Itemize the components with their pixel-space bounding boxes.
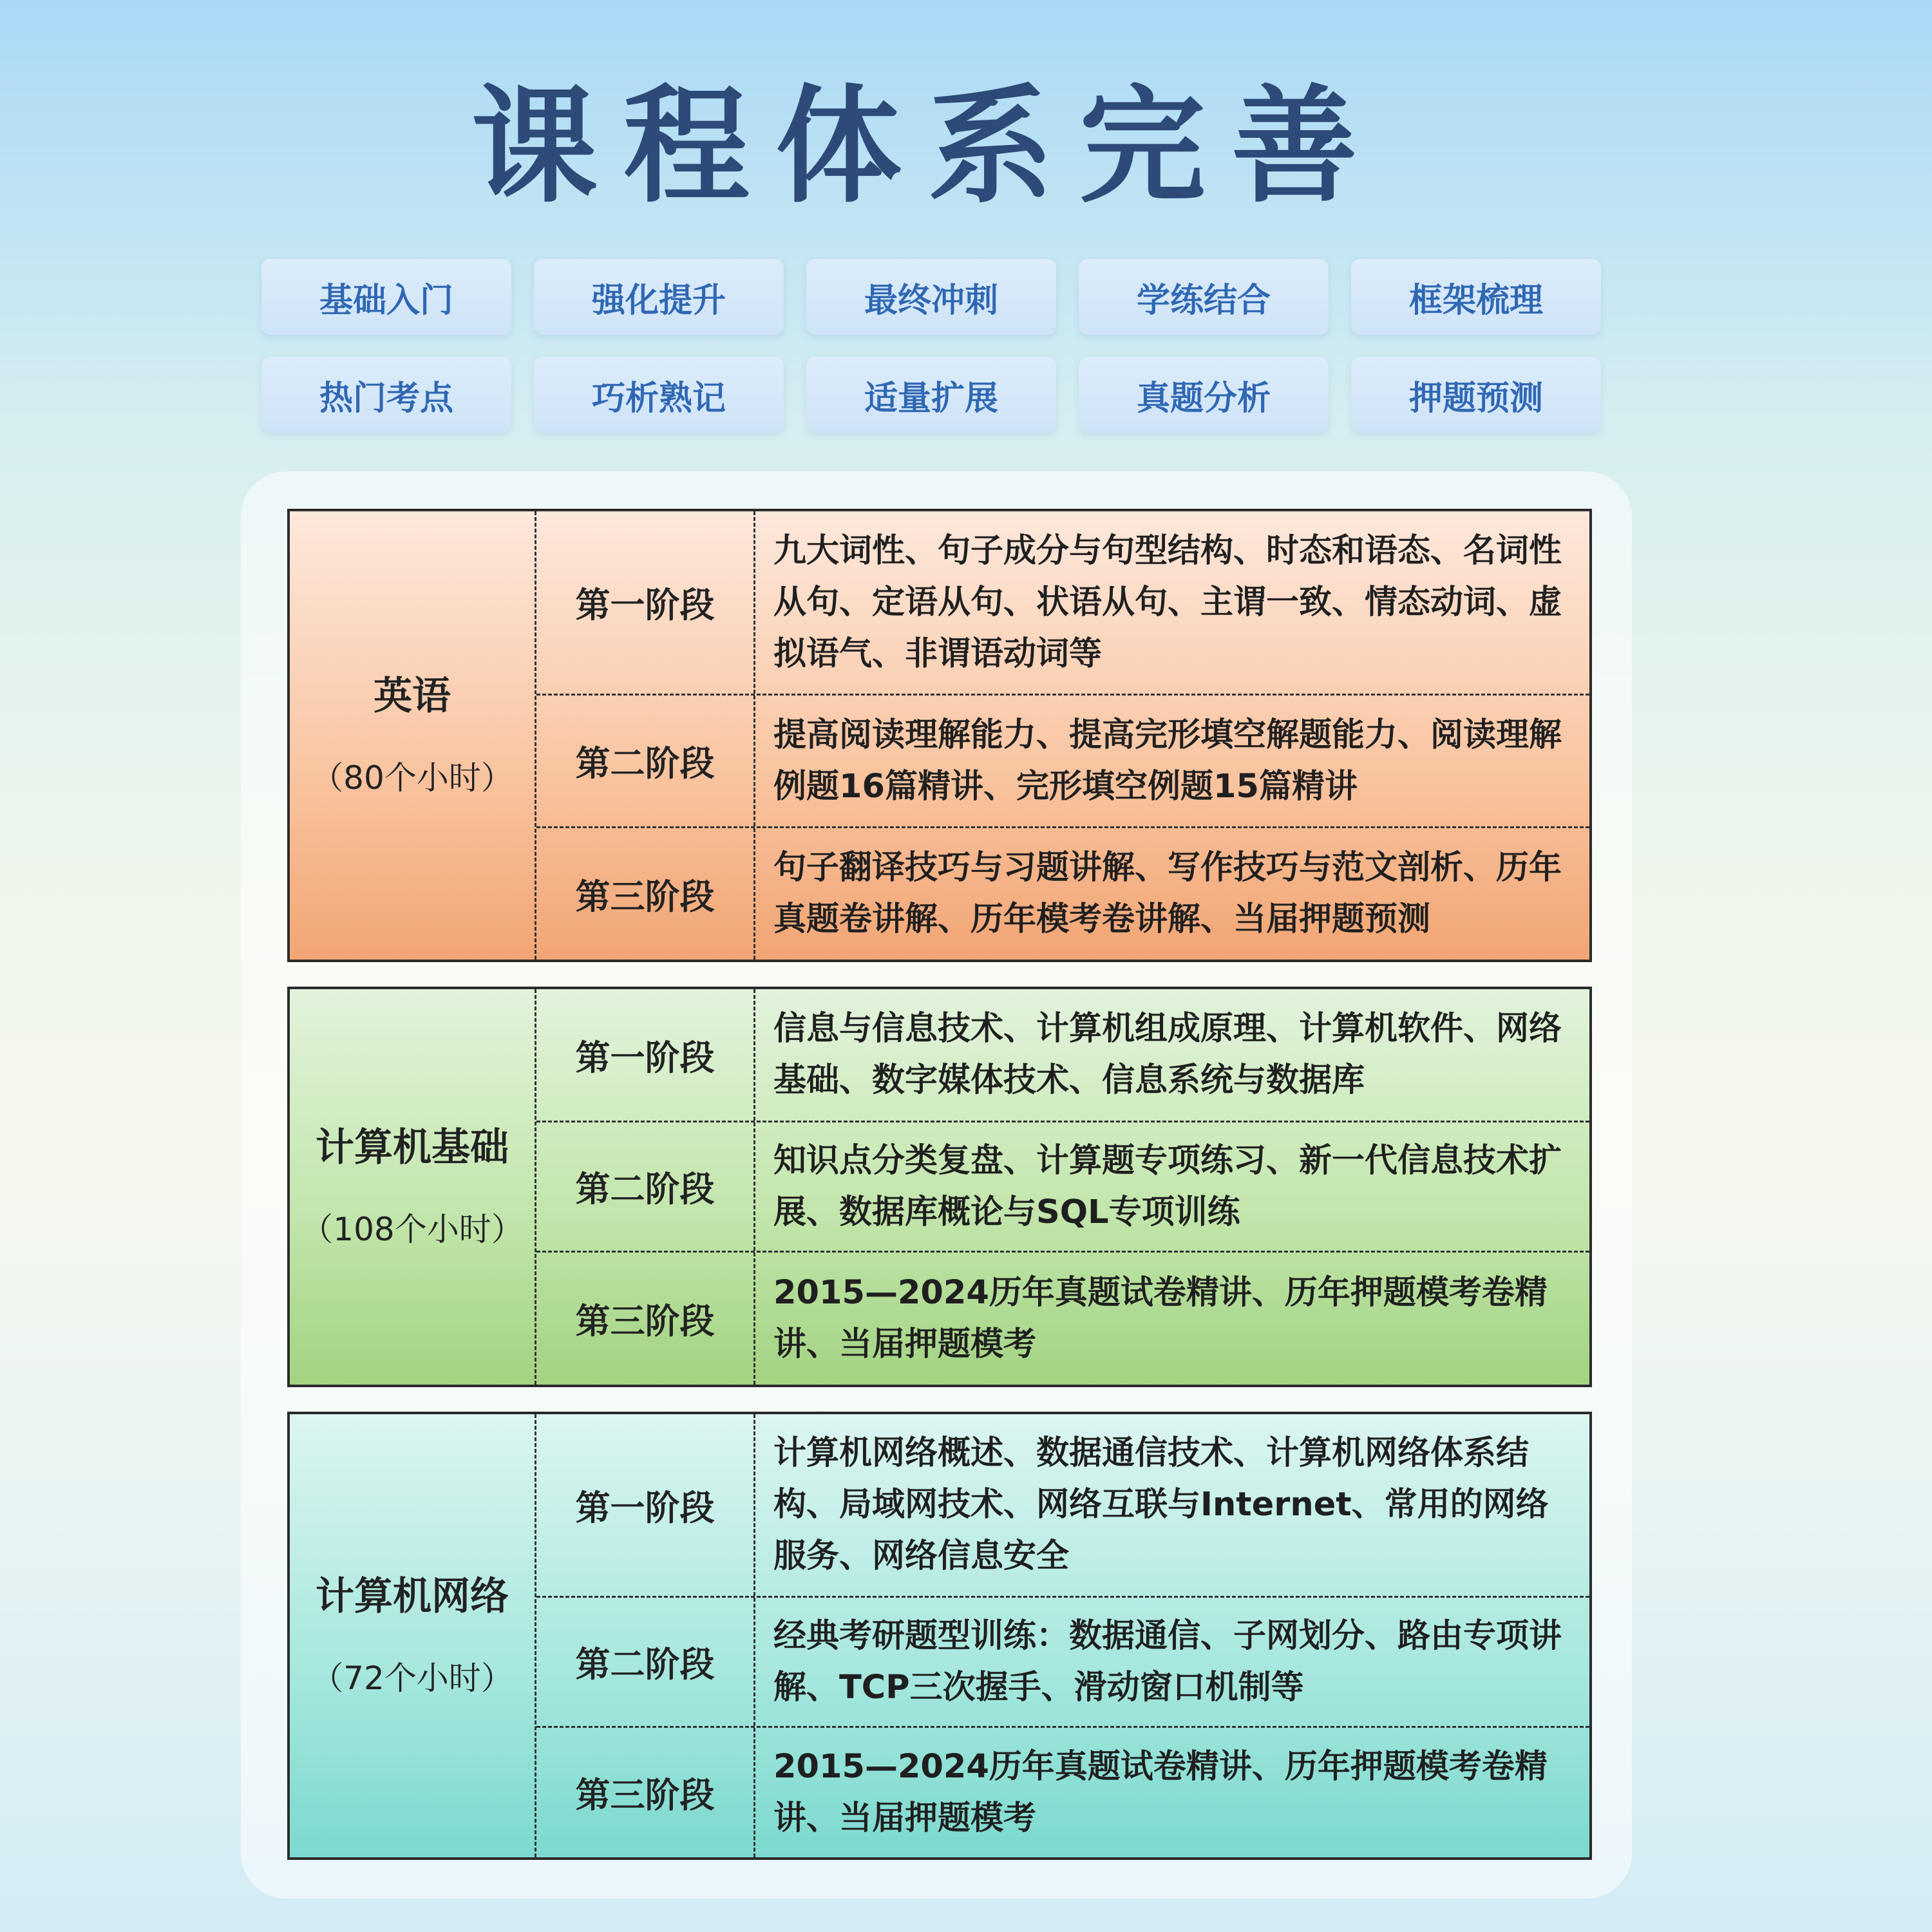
- stage-row: [536, 1726, 1589, 1857]
- stage-label: 第三阶段: [536, 828, 755, 960]
- tag-learn-practice: 学练结合: [1079, 259, 1329, 335]
- stage-content: 经典考研题型训练：数据通信、子网划分、路由专项讲解、TCP三次握手、滑动窗口机制等: [773, 1616, 1562, 1707]
- subject-hours: （108个小时）: [301, 1211, 524, 1248]
- stage-content: 知识点分类复盘、计算题专项练习、新一代信息技术扩展、数据库概论与SQL专项训练: [773, 1141, 1562, 1231]
- subject-name: 计算机网络: [316, 1574, 509, 1619]
- tag-strengthen: 强化提升: [534, 259, 784, 335]
- stage-row: [536, 826, 1589, 960]
- tag-prediction: 押题预测: [1351, 357, 1601, 433]
- stage-label: 第三阶段: [536, 1253, 755, 1385]
- stage-label: 第一阶段: [536, 511, 755, 694]
- subject-cell: [290, 989, 536, 1385]
- stage-row: [536, 989, 1589, 1121]
- stage-content: 2015—2024历年真题试卷精讲、历年押题模考卷精讲、当届押题模考: [773, 1273, 1548, 1363]
- stage-row: [536, 1121, 1589, 1251]
- subject-cell: [290, 1414, 536, 1857]
- stage-label: 第一阶段: [536, 1414, 755, 1596]
- stage-content: 计算机网络概述、数据通信技术、计算机网络体系结构、局域网技术、网络互联与Internet、常用的网络服务、网络信息安全: [773, 1434, 1549, 1575]
- tag-extension: 适量扩展: [806, 357, 1056, 433]
- course-table-computer-basics: [287, 987, 1592, 1387]
- subject-hours: （80个小时）: [311, 759, 513, 797]
- stage-content: 九大词性、句子成分与句型结构、时态和语态、名词性从句、定语从句、状语从句、主谓一致、情态动词、虚拟语气、非谓语动词等: [773, 531, 1562, 673]
- page-title: 课程体系完善: [471, 73, 1383, 220]
- stage-row: [536, 1414, 1589, 1596]
- course-table-english: [287, 509, 1592, 962]
- tag-framework: 框架梳理: [1351, 259, 1601, 335]
- tag-exam-analysis: 真题分析: [1079, 357, 1329, 433]
- stage-label: 第二阶段: [536, 1122, 755, 1251]
- stage-row: [536, 1596, 1589, 1726]
- course-table-computer-networks: [287, 1412, 1592, 1860]
- tag-final-sprint: 最终冲刺: [806, 259, 1056, 335]
- stage-label: 第二阶段: [536, 1598, 755, 1726]
- tag-memorize: 巧析熟记: [534, 357, 784, 433]
- stage-label: 第二阶段: [536, 696, 755, 826]
- stage-label: 第一阶段: [536, 989, 755, 1121]
- stage-content: 句子翻译技巧与习题讲解、写作技巧与范文剖析、历年真题卷讲解、历年模考卷讲解、当届押题预测: [773, 849, 1562, 938]
- subject-name: 英语: [374, 674, 451, 719]
- stage-row: [536, 1251, 1589, 1385]
- subject-cell: [290, 511, 536, 960]
- subject-hours: （72个小时）: [311, 1660, 513, 1697]
- tag-hot-topics: 热门考点: [261, 357, 511, 433]
- stage-content: 信息与信息技术、计算机组成原理、计算机软件、网络基础、数字媒体技术、信息系统与数据库: [773, 1010, 1562, 1099]
- stage-label: 第三阶段: [536, 1728, 755, 1857]
- feature-tags: [261, 259, 1601, 433]
- stage-content: 提高阅读理解能力、提高完形填空解题能力、阅读理解例题16篇精讲、完形填空例题15篇精讲: [773, 715, 1562, 806]
- stage-row: [536, 511, 1589, 694]
- stage-content: 2015—2024历年真题试卷精讲、历年押题模考卷精讲、当届押题模考: [773, 1747, 1548, 1837]
- subject-name: 计算机基础: [316, 1125, 509, 1170]
- tag-basic-intro: 基础入门: [261, 259, 511, 335]
- stage-row: [536, 694, 1589, 826]
